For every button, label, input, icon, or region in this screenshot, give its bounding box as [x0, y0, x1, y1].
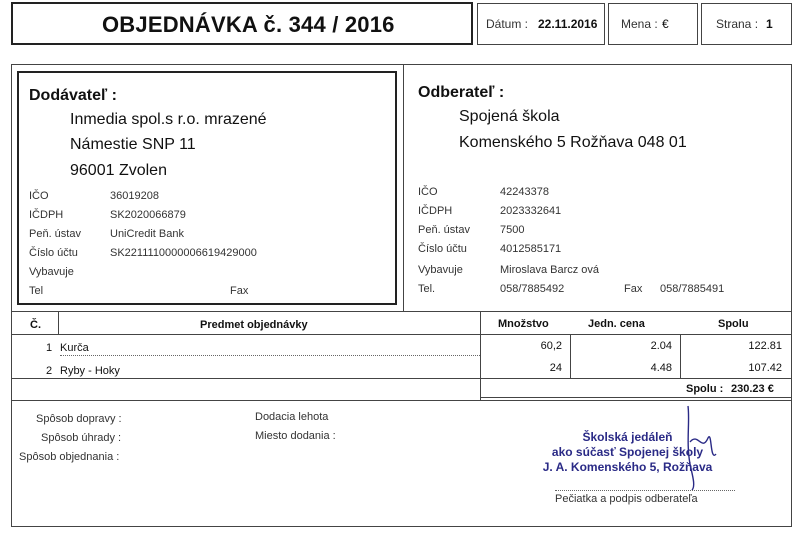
page-label: Strana :	[716, 17, 759, 31]
customer-fax-label: Fax	[624, 283, 643, 295]
supplier-city: 96001 Zvolen	[70, 162, 167, 179]
customer-tel-label: Tel.	[418, 283, 436, 295]
transport-label: Spôsob dopravy :	[36, 413, 122, 425]
supplier-issued-label: Vybavuje	[29, 266, 74, 278]
supplier-heading: Dodávateľ :	[29, 87, 117, 104]
customer-bank-label: Peň. ústav	[418, 224, 470, 236]
customer-tel-value: 058/7885492	[500, 283, 565, 295]
customer-account-value: 4012585171	[500, 243, 562, 255]
col-header-no: Č.	[30, 319, 41, 331]
order-method-label: Spôsob objednania :	[19, 451, 120, 463]
supplier-account-value: SK2211110000006619429000	[110, 247, 257, 259]
col-header-total: Spolu	[718, 318, 749, 330]
customer-issued-value: Miroslava Barcz ová	[500, 264, 600, 276]
table-row-separator	[60, 355, 480, 356]
supplier-street: Námestie SNP 11	[70, 136, 196, 153]
row2-item: Ryby - Hoky	[60, 365, 120, 377]
row1-no: 1	[46, 342, 53, 354]
supplier-icdph-value: SK2020066879	[110, 209, 186, 221]
delivery-place-label: Miesto dodania :	[255, 430, 336, 442]
customer-fax-value: 058/7885491	[660, 283, 725, 295]
table-col-divider-price	[570, 334, 571, 378]
customer-icdph-value: 2023332641	[500, 205, 562, 217]
col-header-qty: Množstvo	[498, 318, 549, 330]
customer-heading: Odberateľ :	[418, 84, 505, 101]
supplier-name: Inmedia spol.s r.o. mrazené	[70, 111, 267, 128]
currency-value: €	[662, 17, 669, 31]
customer-name: Spojená škola	[459, 108, 560, 125]
supplier-account-label: Číslo účtu	[29, 247, 78, 259]
customer-ico-label: IČO	[418, 186, 438, 198]
currency-label: Mena :	[621, 17, 658, 31]
col-header-item: Predmet objednávky	[200, 319, 308, 331]
customer-bank-value: 7500	[500, 224, 525, 236]
table-bottom-line	[12, 378, 791, 379]
table-header-line	[12, 334, 791, 335]
signature-label: Pečiatka a podpis odberateľa	[555, 493, 698, 505]
sum-value: 230.23 €	[731, 383, 774, 395]
row1-unit-price: 2.04	[650, 340, 672, 352]
row2-unit-price: 4.48	[650, 362, 672, 374]
row1-total: 122.81	[748, 340, 782, 352]
footer-top-line	[12, 400, 791, 401]
date-label: Dátum :	[486, 17, 529, 31]
table-col-divider-total	[680, 334, 681, 378]
row2-no: 2	[46, 365, 53, 377]
row1-qty: 60,2	[540, 340, 562, 352]
customer-address: Komenského 5 Rožňava 048 01	[459, 134, 687, 151]
stamp-line-1: Školská jedáleň	[582, 430, 673, 444]
supplier-bank-value: UniCredit Bank	[110, 228, 184, 240]
page-value: 1	[766, 17, 773, 31]
supplier-box	[17, 71, 397, 305]
supplier-ico-value: 36019208	[110, 190, 159, 202]
handwritten-signature	[668, 402, 728, 492]
table-col-divider-qty	[480, 312, 481, 400]
delivery-term-label: Dodacia lehota	[255, 411, 329, 423]
row2-qty: 24	[549, 362, 562, 374]
row1-item: Kurča	[60, 342, 89, 354]
table-sum-line	[480, 397, 791, 398]
sum-label: Spolu :	[686, 383, 724, 395]
row2-total: 107.42	[748, 362, 782, 374]
supplier-fax-label: Fax	[230, 285, 249, 297]
supplier-ico-label: IČO	[29, 190, 49, 202]
table-col-divider-no	[58, 312, 59, 334]
col-header-unit-price: Jedn. cena	[588, 318, 645, 330]
supplier-bank-label: Peň. ústav	[29, 228, 81, 240]
stamp-line-2: ako súčasť Spojenej školy	[551, 445, 704, 459]
payment-label: Spôsob úhrady :	[41, 432, 122, 444]
customer-account-label: Číslo účtu	[418, 243, 467, 255]
table-top-line	[12, 311, 791, 312]
supplier-icdph-label: IČDPH	[29, 209, 64, 221]
signature-line	[555, 490, 735, 491]
customer-icdph-label: IČDPH	[418, 205, 453, 217]
customer-issued-label: Vybavuje	[418, 264, 463, 276]
supplier-tel-label: Tel	[29, 285, 44, 297]
customer-divider	[403, 65, 404, 311]
stamp-line-3: J. A. Komenského 5, Rožňava	[542, 460, 713, 474]
order-title: OBJEDNÁVKA č. 344 / 2016	[102, 12, 395, 37]
date-value: 22.11.2016	[538, 17, 598, 31]
customer-ico-value: 42243378	[500, 186, 549, 198]
